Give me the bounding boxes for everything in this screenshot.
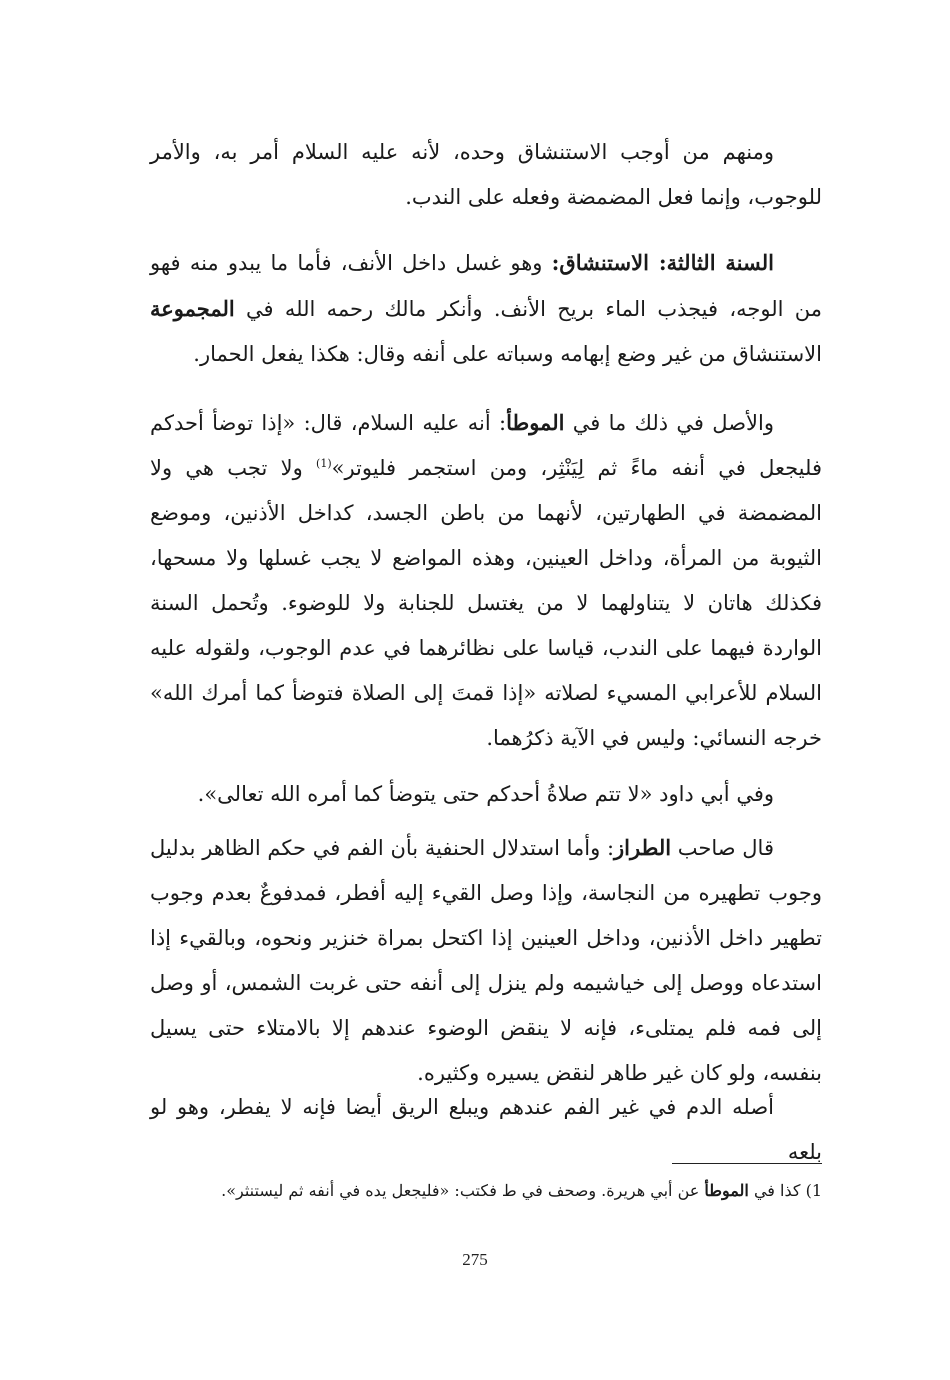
- paragraph-3: [150, 400, 822, 761]
- paragraph-1: ومنهم من أوجب الاستنشاق وحده، لأنه عليه السلام أمر به، والأمر للوجوب، وإنما فعل المضمضة وفعله على الندب.: [150, 140, 822, 209]
- paragraph-2-text-b: الاستنشاق من غير وضع إبهامه وسباته على أنفه وقال: هكذا يفعل الحمار.: [193, 342, 822, 366]
- paragraph-2-block: [150, 240, 822, 377]
- paragraph-4-block: [150, 772, 822, 817]
- footnote-number: 1): [805, 1181, 822, 1200]
- source-almajmuah: المجموعة: [150, 296, 235, 321]
- paragraph-3-lead: والأصل في ذلك ما في: [564, 411, 774, 435]
- paragraph-6: أصله الدم في غير الفم عندهم ويبلع الريق أيضا فإنه لا يفطر، وهو لو بلعه: [150, 1095, 822, 1164]
- paragraph-5: [150, 825, 822, 1096]
- footnote-lead: كذا في: [748, 1181, 806, 1200]
- footnote-reference: (1): [316, 457, 332, 470]
- page-number: 275: [462, 1250, 488, 1269]
- source-altiraz: الطراز: [614, 835, 672, 860]
- source-almuwatta: الموطأ: [506, 410, 565, 435]
- paragraph-4: وفي أبي داود «لا تتم صلاةُ أحدكم حتى يتوضأ كما أمره الله تعالى».: [197, 782, 774, 806]
- paragraph-3-text-a: : أنه عليه السلام، قال: «إذا توضأ أحدكم فليجعل في أنفه ماءً ثم لِيَنْثِر، ومن استجمر فليوتر»: [150, 411, 822, 480]
- paragraph-5-lead: قال صاحب: [671, 836, 774, 860]
- paragraph-2-text-a: وهو غسل داخل الأنف، فأما ما يبدو منه فهو من الوجه، فيجذب الماء بريح الأنف. وأنكر مالك رحمه الله في: [150, 251, 822, 321]
- paragraph-1-block: [150, 130, 822, 220]
- paragraph-5-text: : وأما استدلال الحنفية بأن الفم في حكم الظاهر بدليل وجوب تطهيره من النجاسة، وإذا وصل القيء إليه أفطر، فمدفوعٌ بعدم وجوب تطهير داخل الأذنين، وداخل العينين إذا اكتحل بمراة خنزير ونحوه، وبالقيء إذا استدعاه ووصل إلى خياشيمه ولم ينزل إلى أنفه حتى غربت الشمس، أو وصل إلى فمه فلم يمتلىء، فإنه لا ينقض الوضوء عندهم إلا بالامتلاء حتى يسيل بنفسه، ولو كان غير طاهر لنقض يسيره وكثيره.: [150, 836, 822, 1085]
- paragraph-2: [150, 240, 822, 377]
- section-heading-istinshaq: السنة الثالثة: الاستنشاق:: [551, 250, 774, 275]
- paragraph-3-block: [150, 400, 822, 761]
- paragraph-6-block: [150, 1085, 822, 1175]
- paragraph-5-block: [150, 825, 822, 1096]
- footnote-source: الموطأ: [704, 1181, 749, 1200]
- footnote: [150, 1177, 822, 1205]
- footnote-text: عن أبي هريرة. وصحف في ط فكتب: «فليجعل يده في أنفه ثم ليستنثر».: [221, 1181, 705, 1200]
- footnote-separator: [672, 1163, 822, 1164]
- paragraph-3-text-b: ولا تجب هي ولا المضمضة في الطهارتين، لأنهما من باطن الجسد، كداخل الأذنين، وموضع الثيوبة من المرأة، وداخل العينين، وهذه المواضع لا يجب غسلها ولا مسحها، فكذلك هاتان لا يتناولهما لا من يغتسل للجنابة ولا للوضوء. وتُحمل السنة الواردة فيهما على الندب، قياسا على نظائرهما في عدم الوجوب، ولقوله عليه السلام للأعرابي المسيء لصلاته «إذا قمتَ إلى الصلاة فتوضأ كما أمرك الله» خرجه النسائي: وليس في الآية ذكرُهما.: [150, 456, 822, 750]
